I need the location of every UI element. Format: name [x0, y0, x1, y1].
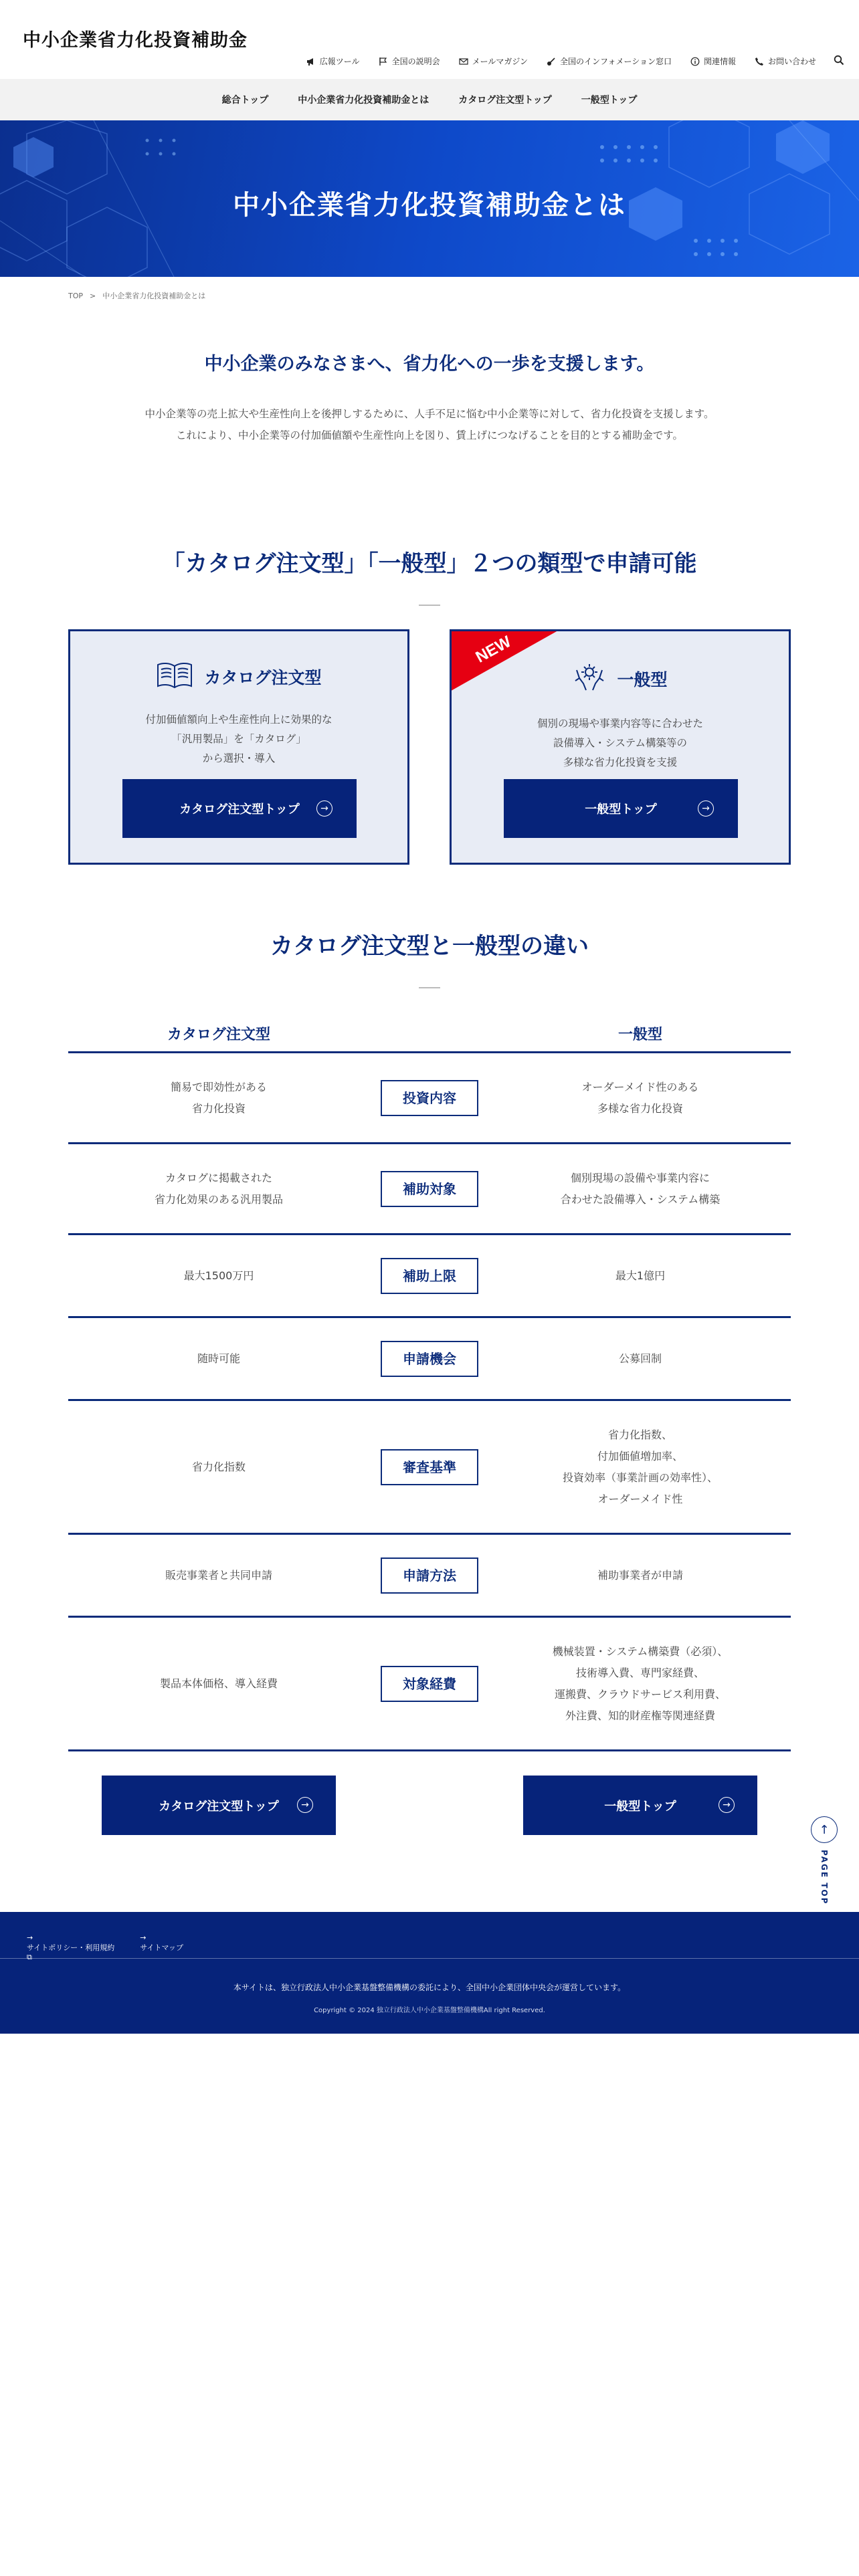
util-link-contact[interactable]: [745, 56, 826, 67]
cell-line: 販売事業者と共同申請: [165, 1568, 272, 1582]
external-link-icon: ⧉: [27, 1953, 32, 1961]
compare-row-label: 申請機会: [381, 1341, 478, 1377]
compare-cell-general: [490, 1168, 791, 1210]
card-desc-line: から選択・導入: [202, 752, 276, 764]
cell-line: 技術導入費、専門家経費、: [575, 1666, 704, 1679]
cell-line: オーダーメイド性: [597, 1492, 683, 1505]
lead-text-line: これにより、中小企業等の付加価値額や生産性向上を図り、賃上げにつなげることを目的とする補助金です。: [176, 429, 683, 441]
search-button[interactable]: [826, 55, 847, 68]
cell-line: 省力化投資: [191, 1101, 246, 1115]
breadcrumb-separator-icon: >: [90, 291, 96, 300]
card-desc-line: 多様な省力化投資を支援: [563, 756, 678, 768]
site-footer: [0, 1912, 859, 2034]
new-badge: [451, 631, 558, 691]
hero-title: 中小企業省力化投資補助金とは: [233, 190, 626, 221]
button-label: カタログ注文型トップ: [179, 802, 300, 817]
util-link-label: 関連情報: [703, 57, 736, 66]
general-card-title: 一般型: [617, 670, 668, 689]
cell-line: 随時可能: [197, 1352, 240, 1365]
util-link-related-info[interactable]: [681, 56, 745, 67]
compare-row-label: 対象経費: [381, 1666, 478, 1702]
footer-link-label: サイトポリシー・利用規約: [27, 1943, 115, 1952]
divider: [419, 605, 440, 606]
compare-cell-catalog: [68, 1168, 369, 1210]
global-nav: [0, 79, 859, 120]
cell-line: 製品本体価格、導入経費: [159, 1677, 278, 1690]
util-link-label: 広報ツール: [319, 57, 360, 66]
button-label: 一般型トップ: [604, 1799, 676, 1814]
card-desc-line: 「汎用製品」を「カタログ」: [171, 733, 306, 745]
compare-cell-general: [490, 1424, 791, 1510]
flag-icon: [379, 57, 388, 66]
compare-cell-general: [490, 1348, 791, 1370]
card-desc-line: 付加価値額向上や生産性向上に効果的な: [145, 714, 332, 726]
compare-row-label: 申請方法: [381, 1558, 478, 1594]
lead-text-line: 中小企業等の売上拡大や生産性向上を後押しするために、人手不足に悩む中小企業等に対して、省力化投資を支援します。: [145, 408, 714, 420]
compare-row: [68, 1535, 791, 1618]
compare-col-catalog: カタログ注文型: [167, 1026, 270, 1043]
compare-cell-catalog: [68, 1673, 369, 1695]
utility-nav: [297, 55, 847, 68]
gnav-item-about[interactable]: 中小企業省力化投資補助金とは: [298, 95, 430, 106]
cell-line: 付加価値増加率、: [597, 1449, 683, 1463]
cell-line: 外注費、知的財産権等関連経費: [565, 1709, 715, 1722]
page-top-label: PAGE TOP: [820, 1850, 829, 1905]
util-link-label: お問い合わせ: [767, 57, 816, 66]
new-badge-label: NEW: [472, 632, 514, 667]
general-card: [450, 629, 791, 865]
compare-table: [68, 1015, 791, 1751]
arrow-right-icon: →: [27, 1933, 33, 1942]
compare-col-general: 一般型: [617, 1026, 662, 1043]
compare-row: [68, 1053, 791, 1144]
compare-row-label: 補助対象: [381, 1171, 478, 1207]
search-icon: [834, 55, 844, 68]
compare-row: [68, 1144, 791, 1235]
footer-copyright: Copyright © 2024 独立行政法人中小企業基盤整備機構All right Reserved.: [314, 2007, 545, 2014]
cell-line: カタログに掲載された: [165, 1171, 272, 1184]
info-icon: [690, 57, 700, 66]
util-link-label: メールマガジン: [472, 57, 529, 66]
compare-cell-general: [490, 1077, 791, 1119]
arrow-right-icon: →: [140, 1933, 147, 1942]
compare-row: [68, 1618, 791, 1751]
compare-cell-catalog: [68, 1077, 369, 1119]
card-desc-line: 設備導入・システム構築等の: [553, 737, 687, 749]
util-link-label: 全国のインフォメーション窓口: [560, 57, 672, 66]
general-top-button-bottom[interactable]: [523, 1776, 757, 1835]
compare-row: [68, 1318, 791, 1401]
util-link-briefings[interactable]: [369, 56, 450, 67]
util-link-info-desks[interactable]: [537, 56, 681, 67]
site-header: [0, 0, 859, 79]
hero-banner: [0, 120, 859, 277]
arrow-right-icon: →: [316, 800, 332, 817]
compare-cell-general: [490, 1265, 791, 1287]
cell-line: 公募回制: [618, 1352, 662, 1365]
compare-cell-general: [490, 1641, 791, 1727]
footer-divider: [0, 1958, 859, 1959]
compare-rows: [68, 1053, 791, 1751]
cell-line: 省力化効果のある汎用製品: [154, 1192, 283, 1206]
general-top-button[interactable]: [504, 779, 738, 838]
cell-line: 投資効率（事業計画の効率性）、: [562, 1471, 718, 1484]
cell-line: 省力化指数、: [607, 1428, 672, 1441]
book-icon: [156, 661, 193, 693]
catalog-card: [68, 629, 409, 865]
arrow-right-icon: →: [297, 1797, 313, 1813]
cell-line: 最大1500万円: [183, 1269, 254, 1282]
compare-cell-catalog: [68, 1565, 369, 1586]
card-desc-line: 個別の現場や事業内容等に合わせた: [537, 718, 703, 730]
footer-link-label: サイトマップ: [140, 1943, 184, 1952]
arrow-right-icon: →: [698, 800, 714, 817]
compare-cell-catalog: [68, 1265, 369, 1287]
arrow-right-icon: →: [719, 1797, 735, 1813]
guitar-icon: [547, 57, 556, 66]
phone-icon: [755, 57, 764, 66]
cell-line: 多様な省力化投資: [597, 1101, 683, 1115]
util-link-label: 全国の説明会: [391, 57, 440, 66]
arrow-up-icon: ↑: [811, 1816, 838, 1843]
general-card-desc: [452, 714, 789, 772]
lead-text: [0, 403, 859, 446]
hands-gear-icon: [573, 661, 606, 697]
gnav-item-general[interactable]: 一般型トップ: [581, 95, 638, 106]
cell-line: 個別現場の設備や事業内容に: [570, 1171, 710, 1184]
button-label: 一般型トップ: [585, 802, 657, 817]
cell-line: 省力化指数: [191, 1460, 246, 1473]
catalog-card-title: カタログ注文型: [204, 668, 322, 687]
catalog-card-desc: [70, 710, 407, 768]
button-label: カタログ注文型トップ: [159, 1799, 279, 1814]
cell-line: 機械装置・システム構築費（必須）、: [552, 1644, 729, 1658]
footer-links: [0, 1912, 859, 1962]
site-title[interactable]: 中小企業省力化投資補助金: [23, 30, 248, 51]
catalog-top-button-bottom[interactable]: [102, 1776, 336, 1835]
cell-line: 合わせた設備導入・システム構築: [560, 1192, 721, 1206]
bottom-buttons: [68, 1776, 791, 1835]
gnav-item-top[interactable]: 総合トップ: [221, 95, 269, 106]
compare-row: [68, 1235, 791, 1318]
compare-header-row: [68, 1015, 791, 1053]
gnav-item-catalog[interactable]: カタログ注文型トップ: [458, 95, 552, 106]
cell-line: 簡易で即効性がある: [170, 1080, 267, 1093]
compare-row-label: 投資内容: [381, 1080, 478, 1116]
breadcrumb-current: 中小企業省力化投資補助金とは: [102, 292, 206, 300]
divider: [419, 987, 440, 988]
compare-row-label: 補助上限: [381, 1258, 478, 1294]
lead-heading: 中小企業のみなさまへ、省力化への一歩を支援します。: [204, 354, 655, 374]
breadcrumb-home[interactable]: TOP: [68, 291, 84, 300]
util-link-pr-tools[interactable]: [297, 56, 369, 67]
cell-line: 補助事業者が申請: [597, 1568, 683, 1582]
compare-row: [68, 1401, 791, 1535]
type-cards: [0, 629, 859, 865]
util-link-mail-magazine[interactable]: [450, 56, 537, 67]
compare-cell-catalog: [68, 1457, 369, 1478]
compare-row-label: 審査基準: [381, 1449, 478, 1485]
mail-icon: [459, 57, 468, 66]
cell-line: オーダーメイド性のある: [581, 1080, 699, 1093]
compare-heading: カタログ注文型と一般型の違い: [270, 933, 589, 960]
megaphone-icon: [306, 57, 316, 66]
footer-note: 本サイトは、独立行政法人中小企業基盤整備機構の委託により、全国中小企業団体中央会が運営しています。: [233, 1983, 626, 1992]
compare-cell-catalog: [68, 1348, 369, 1370]
cell-line: 最大1億円: [615, 1269, 666, 1282]
cell-line: 運搬費、クラウドサービス利用費、: [554, 1687, 726, 1701]
breadcrumb: [0, 277, 859, 301]
types-heading: 「カタログ注文型」「一般型」２つの類型で申請可能: [162, 550, 697, 577]
page-top-button[interactable]: [811, 1816, 838, 1905]
catalog-top-button[interactable]: [122, 779, 357, 838]
compare-cell-general: [490, 1565, 791, 1586]
